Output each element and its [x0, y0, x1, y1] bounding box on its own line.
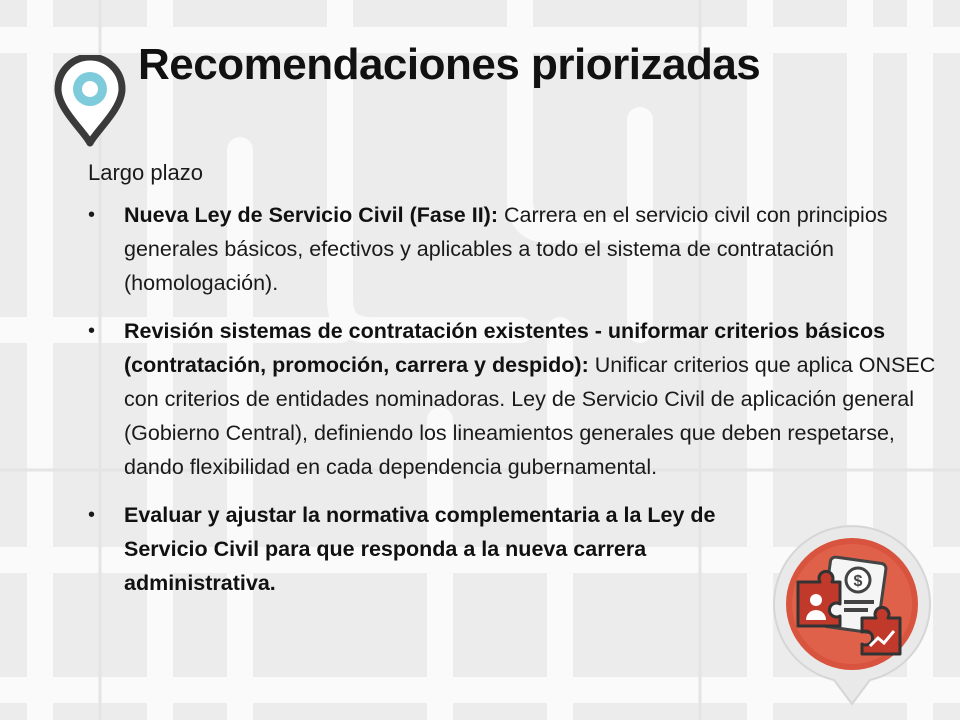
slide-title: Recomendaciones priorizadas — [138, 40, 761, 89]
map-pin-icon — [54, 55, 126, 147]
bullet-marker: • — [88, 320, 96, 342]
section-subtitle: Largo plazo — [88, 160, 203, 185]
puzzle-money-badge-icon — [764, 508, 940, 708]
item-heading: Revisión sistemas de contratación existentes - uniformar criterios básicos (contratación, promoción, carrera y despido): — [124, 319, 886, 377]
bullet-marker: • — [88, 504, 96, 526]
item-heading: Evaluar y ajustar la normativa complementaria a la Ley de Servicio Civil para que responda a la nueva carrera administrativa. — [124, 503, 716, 595]
item-heading: Nueva Ley de Servicio Civil (Fase II): — [124, 203, 499, 227]
item-text: Unificar criterios que aplica ONSEC con criterios de entidades nominadoras. Ley de Servicio Civil de aplicación general (Gobierno Central), definiendo los lineamientos generales que deben respetarse, dando flexibilidad en cada dependencia gubernamental. — [124, 353, 936, 479]
bullet-marker: • — [88, 204, 96, 226]
list-item — [88, 314, 936, 484]
item-text: Carrera en el servicio civil con principios generales básicos, efectivos y aplicables a todo el sistema de contratación (homologación). — [124, 203, 888, 295]
dollar-symbol: $ — [853, 573, 863, 590]
list-item — [88, 198, 936, 300]
list-item — [88, 498, 764, 600]
